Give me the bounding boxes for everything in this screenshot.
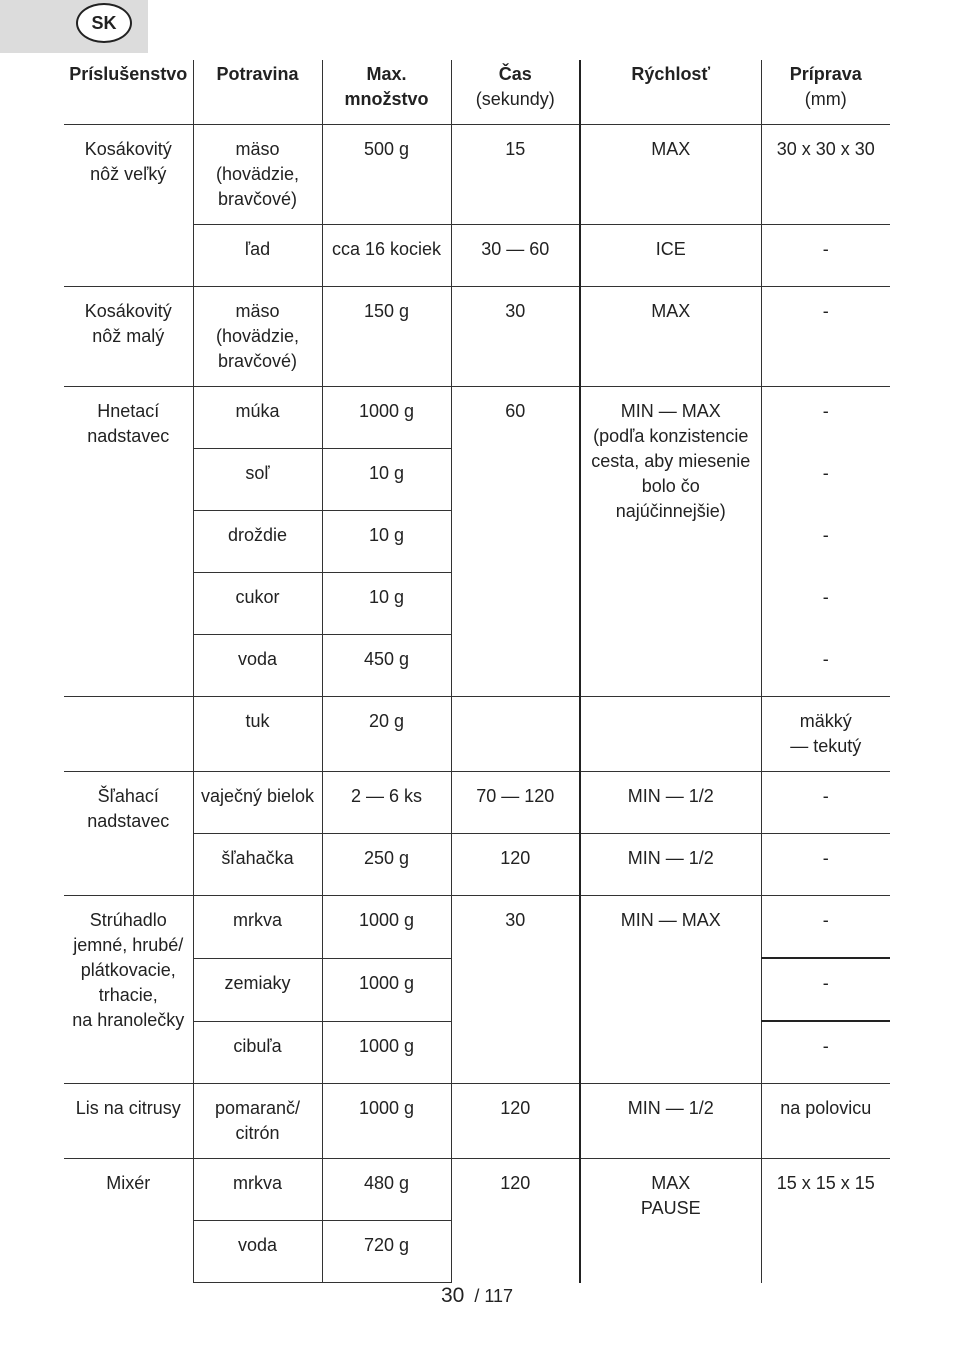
food-cell: cibuľa: [193, 1021, 322, 1084]
food-cell: vaječný bielok: [193, 772, 322, 834]
speed-cell: MIN — MAX (podľa konzistencie cesta, aby miesenie bolo čo najúčinnejšie): [580, 387, 761, 697]
food-cell: mrkva: [193, 896, 322, 959]
food-cell: cukor: [193, 573, 322, 635]
food-cell: pomaranč/ citrón: [193, 1084, 322, 1159]
max-cell: 1000 g: [322, 1021, 451, 1084]
time-cell: 15: [451, 125, 580, 225]
specification-table: [64, 60, 890, 1283]
food-cell: zemiaky: [193, 958, 322, 1021]
food-cell: šľahačka: [193, 834, 322, 896]
max-cell: 10 g: [322, 449, 451, 511]
time-cell: 70 — 120: [451, 772, 580, 834]
prep-cell: -: [761, 896, 890, 959]
language-badge: SK: [76, 3, 132, 43]
header-time: Čas (sekundy): [451, 60, 580, 125]
prep-cell: -: [761, 635, 890, 697]
max-cell: 150 g: [322, 287, 451, 387]
prep-cell: -: [761, 958, 890, 1021]
header-accessory: Príslušenstvo: [69, 64, 188, 84]
header-prep: Príprava (mm): [761, 60, 890, 125]
prep-cell: -: [761, 387, 890, 449]
max-cell: 720 g: [322, 1221, 451, 1283]
max-cell: 480 g: [322, 1159, 451, 1221]
max-cell: 250 g: [322, 834, 451, 896]
prep-cell: -: [761, 511, 890, 573]
table-row: [64, 387, 890, 449]
max-cell: cca 16 kociek: [322, 225, 451, 287]
page-total: / 117: [474, 1286, 514, 1306]
food-cell: mäso (hovädzie, bravčové): [193, 287, 322, 387]
max-cell: 1000 g: [322, 1084, 451, 1159]
speed-cell: MIN — 1/2: [580, 1084, 761, 1159]
header-speed: Rýchlosť: [580, 60, 761, 125]
prep-cell: -: [761, 834, 890, 896]
food-cell: soľ: [193, 449, 322, 511]
food-cell: mrkva: [193, 1159, 322, 1221]
max-cell: 10 g: [322, 511, 451, 573]
max-cell: 2 — 6 ks: [322, 772, 451, 834]
prep-cell: -: [761, 772, 890, 834]
prep-cell: mäkký — tekutý: [761, 697, 890, 772]
table-row: [64, 1159, 890, 1221]
accessory-cell: Lis na citrusy: [64, 1084, 193, 1159]
accessory-cell: [64, 697, 193, 772]
prep-cell: na polovicu: [761, 1084, 890, 1159]
language-tab: [0, 0, 148, 53]
time-cell: [451, 697, 580, 772]
prep-cell: 30 x 30 x 30: [761, 125, 890, 225]
max-cell: 1000 g: [322, 896, 451, 959]
prep-cell: -: [761, 449, 890, 511]
speed-cell: MAX: [580, 287, 761, 387]
max-cell: 450 g: [322, 635, 451, 697]
food-cell: voda: [193, 635, 322, 697]
max-cell: 1000 g: [322, 958, 451, 1021]
header-food: Potravina: [193, 60, 322, 125]
header-row: [64, 60, 890, 125]
table-row: [64, 1084, 890, 1159]
time-cell: 30: [451, 287, 580, 387]
accessory-cell: Kosákovitý nôž veľký: [64, 125, 193, 287]
food-cell: múka: [193, 387, 322, 449]
table-row: [64, 772, 890, 834]
page-number: 30: [440, 1284, 465, 1307]
accessory-cell: Strúhadlo jemné, hrubé/ plátkovacie, trhacie, na hranolečky: [64, 896, 193, 1084]
food-cell: droždie: [193, 511, 322, 573]
food-cell: ľad: [193, 225, 322, 287]
speed-cell: ICE: [580, 225, 761, 287]
food-cell: mäso (hovädzie, bravčové): [193, 125, 322, 225]
table-row: [64, 697, 890, 772]
time-cell: 120: [451, 834, 580, 896]
table-row: [64, 896, 890, 959]
time-cell: 120: [451, 1159, 580, 1283]
max-cell: 20 g: [322, 697, 451, 772]
header-max: Max. množstvo: [322, 60, 451, 125]
accessory-cell: Hnetací nadstavec: [64, 387, 193, 697]
table-row: [64, 287, 890, 387]
accessory-cell: Šľahací nadstavec: [64, 772, 193, 896]
table-row: [64, 125, 890, 225]
time-cell: 30: [451, 896, 580, 1084]
time-cell: 120: [451, 1084, 580, 1159]
accessory-cell: Mixér: [64, 1159, 193, 1283]
max-cell: 10 g: [322, 573, 451, 635]
prep-cell: -: [761, 225, 890, 287]
time-cell: 30 — 60: [451, 225, 580, 287]
prep-cell: -: [761, 573, 890, 635]
speed-cell: MAX PAUSE: [580, 1159, 761, 1283]
accessory-cell: Kosákovitý nôž malý: [64, 287, 193, 387]
time-cell: 60: [451, 387, 580, 697]
speed-cell: MIN — 1/2: [580, 834, 761, 896]
max-cell: 500 g: [322, 125, 451, 225]
prep-cell: -: [761, 287, 890, 387]
food-cell: voda: [193, 1221, 322, 1283]
food-cell: tuk: [193, 697, 322, 772]
page-footer: [0, 1284, 954, 1308]
speed-cell: [580, 697, 761, 772]
speed-cell: MAX: [580, 125, 761, 225]
prep-cell: 15 x 15 x 15: [761, 1159, 890, 1283]
speed-cell: MIN — MAX: [580, 896, 761, 1084]
prep-cell: -: [761, 1021, 890, 1084]
speed-cell: MIN — 1/2: [580, 772, 761, 834]
max-cell: 1000 g: [322, 387, 451, 449]
